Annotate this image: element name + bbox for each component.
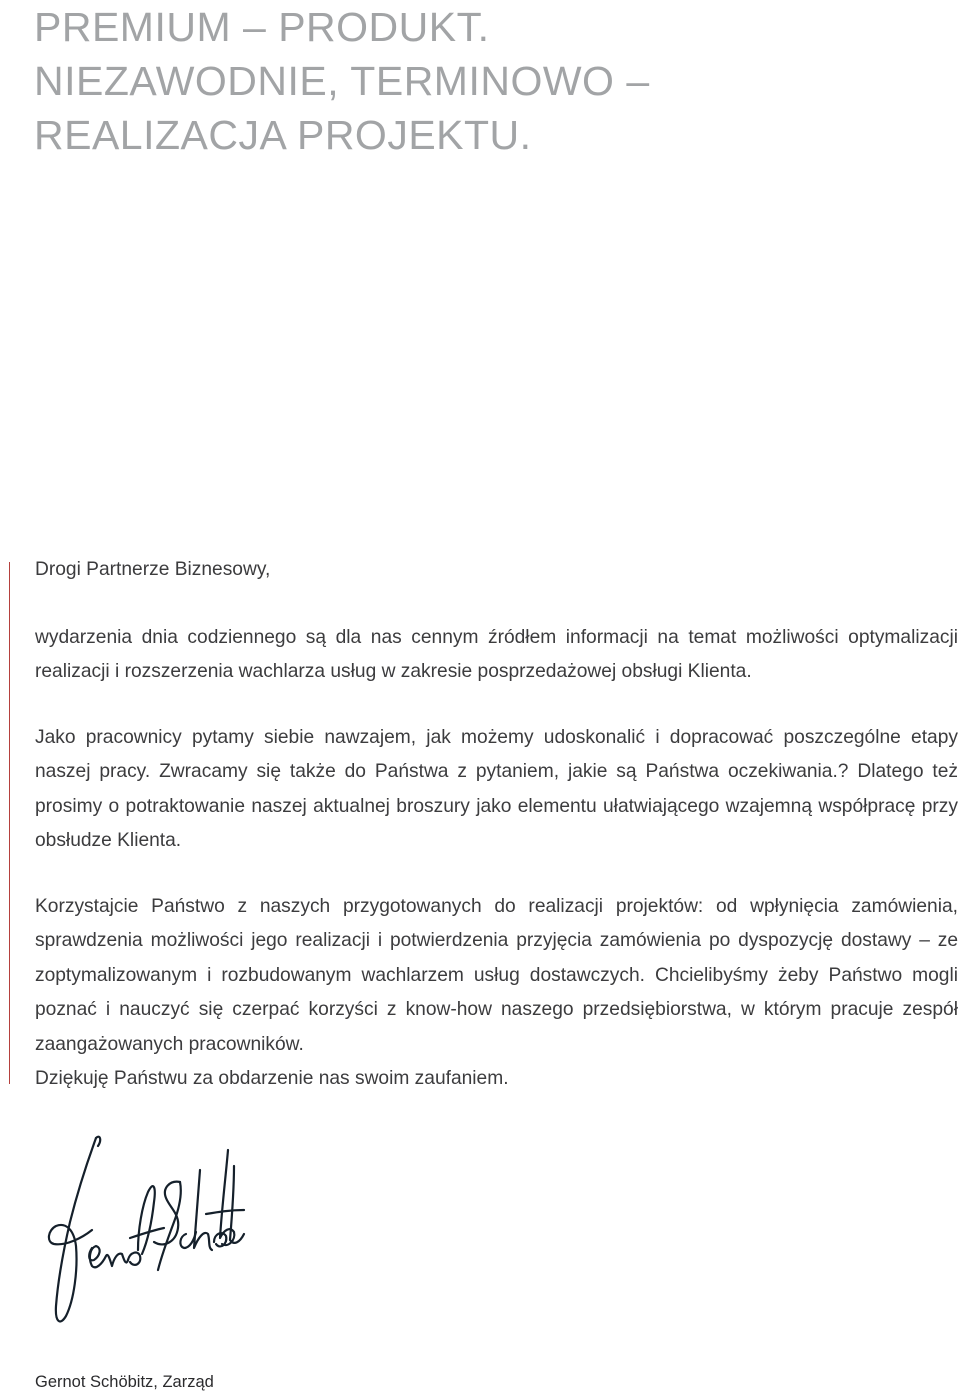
paragraph-1: wydarzenia dnia codziennego są dla nas cennym źródłem informacji na temat możliwości optymalizacji realizacji i rozszerzenia wachlarza usług w zakresie posprzedażowej obsługi Klienta. [35,626,958,682]
headline-line-3: REALIZACJA PROJEKTU. [34,112,532,158]
letter-body [35,553,958,1097]
paragraph-2: Jako pracownicy pytamy siebie nawzajem, jak możemy udoskonalić i dopracować poszczególne etapy naszej pracy. Zwracamy się także do Państwa z pytaniem, jakie są Państwa oczekiwania.? Dlatego też prosimy o potraktowanie naszej aktualnej broszury jako elementu ułatwiającego wzajemną współpracę przy obsłudze Klienta. [35,726,958,851]
headline [34,0,934,162]
paragraph-3: Korzystajcie Państwo z naszych przygotowanych do realizacji projektów: od wpłynięcia zamówienia, sprawdzenia możliwości jego realizacji i potwierdzenia przyjęcia zamówienia po dyspozycję dostawy – ze zoptymalizowanym i rozbudowanym wachlarzem usług dostawczych. Chcielibyśmy żeby Państwo mogli poznać i nauczyć się czerpać korzyści z know-how naszego przedsiębiorstwa, w którym pracuje zespół zaangażowanych pracowników. [35,895,958,1055]
salutation: Drogi Partnerze Biznesowy, [35,559,271,580]
signer-name: Gernot Schöbitz, Zarząd [35,1373,214,1391]
accent-line [9,562,10,1084]
headline-line-2: NIEZAWODNIE, TERMINOWO – [34,58,650,104]
closing-line: Dziękuję Państwu za obdarzenie nas swoim zaufaniem. [35,1068,509,1089]
signature-icon [30,1130,250,1350]
headline-line-1: PREMIUM – PRODUKT. [34,4,490,50]
